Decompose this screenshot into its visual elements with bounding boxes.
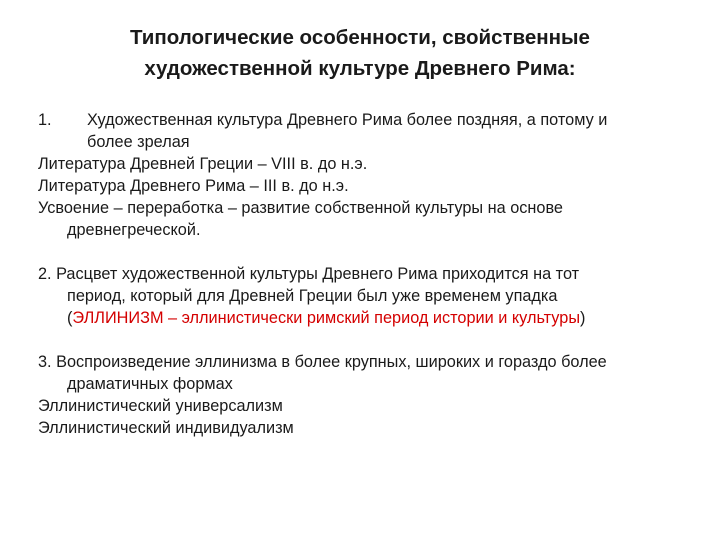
paragraph-gap <box>38 329 688 351</box>
paragraph-1-line-5: Усвоение – переработка – развитие собственной культуры на основе <box>38 199 563 217</box>
paragraph-gap <box>38 241 688 263</box>
close-paren: ) <box>580 309 586 327</box>
paragraph-1-line-6: древнегреческой. <box>67 221 201 239</box>
paragraph-1-text: Художественная культура Древнего Рима более поздняя, а потому и <box>87 111 608 129</box>
paragraph-3-line-2: драматичных формах <box>67 375 233 393</box>
paragraph-1-number: 1. <box>38 111 52 129</box>
paragraph-1-line-2: более зрелая <box>87 133 190 151</box>
paragraph-2-line-1: 2. Расцвет художественной культуры Древнего Рима приходится на тот <box>38 265 580 283</box>
slide-body <box>38 109 688 439</box>
title-line-2: художественной культуре Древнего Рима: <box>144 57 576 80</box>
slide-title <box>40 22 680 84</box>
paragraph-2-line-2: период, который для Древней Греции был уже временем упадка <box>67 287 558 305</box>
paragraph-1-line-4: Литература Древнего Рима – III в. до н.э. <box>38 177 349 195</box>
paragraph-1-line-3: Литература Древней Греции – VIII в. до н.э. <box>38 155 368 173</box>
paragraph-3-line-3: Эллинистический универсализм <box>38 397 283 415</box>
open-paren: ( <box>67 309 73 327</box>
hellenism-highlight: ЭЛЛИНИЗМ – эллинистически римский период истории и культуры <box>72 309 581 327</box>
paragraph-1-line-1 <box>38 109 688 131</box>
paragraph-2-line-3 <box>38 307 688 329</box>
paragraph-3-line-1: 3. Воспроизведение эллинизма в более крупных, широких и гораздо более <box>38 353 607 371</box>
paragraph-3-line-4: Эллинистический индивидуализм <box>38 419 294 437</box>
title-line-1: Типологические особенности, свойственные <box>130 26 590 49</box>
